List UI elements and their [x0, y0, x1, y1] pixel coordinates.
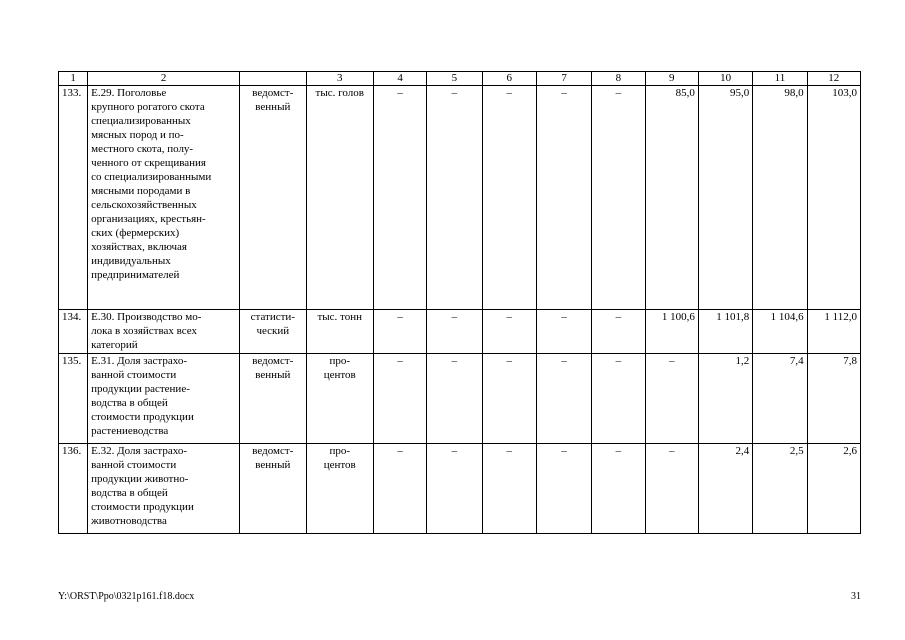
value-cell: 98,0 — [753, 86, 807, 310]
value-cell: – — [373, 354, 426, 444]
value-cell: – — [427, 354, 482, 444]
value-cell: 95,0 — [698, 86, 752, 310]
table-row — [59, 444, 861, 534]
header-cell: 11 — [753, 72, 807, 86]
value-cell: – — [373, 310, 426, 354]
value-cell: – — [482, 354, 536, 444]
unit: тыс. тонн — [306, 310, 373, 354]
value-cell: 2,4 — [698, 444, 752, 534]
header-cell: 3 — [306, 72, 373, 86]
footer-file-path: Y:\ORST\Ppo\0321p161.f18.docx — [58, 591, 195, 602]
table-row — [59, 354, 861, 444]
value-cell: – — [427, 444, 482, 534]
header-cell: 8 — [592, 72, 645, 86]
value-cell: – — [645, 354, 698, 444]
value-cell: – — [373, 86, 426, 310]
indicator-name: Е.29. Поголовье крупного рогатого скота специализированных мясных пород и по- местного скота, полу- ченного от скрещивания со специализированными мясными породами в сельскохозяйственных организациях, крестьян- ских (фермерских) хозяйствах, включая индивидуальных предпринимателей — [88, 86, 240, 310]
value-cell: 1 104,6 — [753, 310, 807, 354]
data-source: статисти- ческий — [240, 310, 306, 354]
table-row — [59, 86, 861, 310]
row-number: 135. — [59, 354, 88, 444]
value-cell: – — [592, 354, 645, 444]
value-cell: – — [482, 310, 536, 354]
data-source: ведомст- венный — [240, 444, 306, 534]
indicator-name: Е.32. Доля застрахо- ванной стоимости продукции животно- водства в общей стоимости продукции животноводства — [88, 444, 240, 534]
header-cell: 5 — [427, 72, 482, 86]
value-cell: 1 100,6 — [645, 310, 698, 354]
unit: про- центов — [306, 444, 373, 534]
indicator-name: Е.31. Доля застрахо- ванной стоимости продукции растение- водства в общей стоимости продукции растениеводства — [88, 354, 240, 444]
value-cell: – — [482, 444, 536, 534]
value-cell: 2,6 — [807, 444, 860, 534]
header-cell: 4 — [373, 72, 426, 86]
value-cell: 1 101,8 — [698, 310, 752, 354]
header-cell: 10 — [698, 72, 752, 86]
page-number: 31 — [851, 591, 861, 602]
value-cell: – — [592, 310, 645, 354]
value-cell: 85,0 — [645, 86, 698, 310]
value-cell: 103,0 — [807, 86, 860, 310]
header-cell: 2 — [88, 72, 240, 86]
value-cell: – — [373, 444, 426, 534]
header-cell: 12 — [807, 72, 860, 86]
header-cell: 9 — [645, 72, 698, 86]
value-cell: 1 112,0 — [807, 310, 860, 354]
value-cell: – — [427, 86, 482, 310]
indicator-table — [58, 71, 861, 534]
row-number: 134. — [59, 310, 88, 354]
unit: тыс. голов — [306, 86, 373, 310]
header-cell: 1 — [59, 72, 88, 86]
table-row — [59, 310, 861, 354]
table-header-row — [59, 72, 861, 86]
value-cell: 1,2 — [698, 354, 752, 444]
value-cell: 7,8 — [807, 354, 860, 444]
value-cell: – — [536, 86, 591, 310]
data-source: ведомст- венный — [240, 354, 306, 444]
value-cell: – — [536, 444, 591, 534]
value-cell: – — [536, 354, 591, 444]
value-cell: – — [645, 444, 698, 534]
indicator-name: Е.30. Производство мо- лока в хозяйствах всех категорий — [88, 310, 240, 354]
value-cell: – — [592, 86, 645, 310]
value-cell: 2,5 — [753, 444, 807, 534]
header-cell: 6 — [482, 72, 536, 86]
row-number: 133. — [59, 86, 88, 310]
value-cell: – — [536, 310, 591, 354]
value-cell: – — [482, 86, 536, 310]
value-cell: 7,4 — [753, 354, 807, 444]
value-cell: – — [427, 310, 482, 354]
unit: про- центов — [306, 354, 373, 444]
header-cell: 7 — [536, 72, 591, 86]
row-number: 136. — [59, 444, 88, 534]
data-source: ведомст- венный — [240, 86, 306, 310]
value-cell: – — [592, 444, 645, 534]
header-cell — [240, 72, 306, 86]
